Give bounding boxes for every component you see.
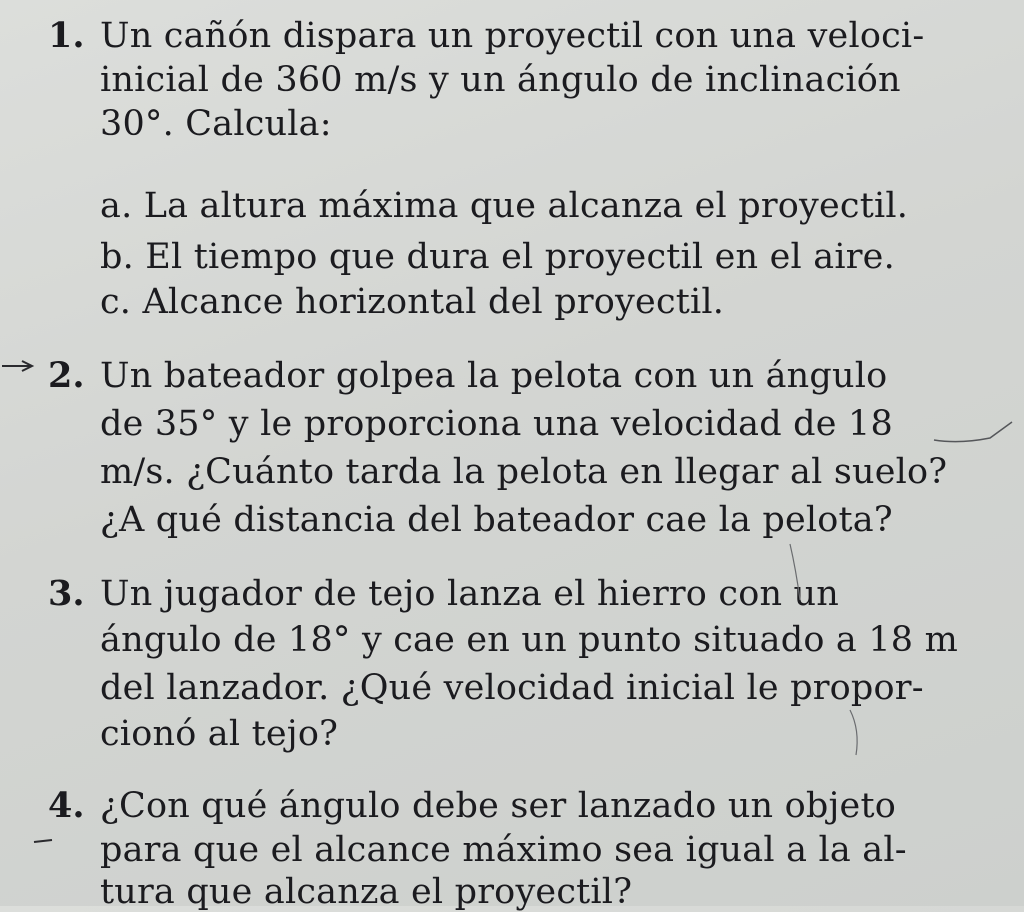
pencil-stroke-mark — [930, 418, 1020, 448]
problem-part-b: b. El tiempo que dura el proyectil en el aire. — [100, 237, 895, 277]
problem-number: 4. — [48, 785, 85, 826]
problem-number: 3. — [48, 573, 85, 614]
margin-dash-mark — [30, 834, 60, 850]
problem-text-line: cionó al tejo? — [100, 714, 339, 754]
pencil-stroke-mark — [780, 540, 900, 760]
problem-text-line: 30°. Calcula: — [100, 104, 332, 144]
problem-text-line: ¿Con qué ángulo debe ser lanzado un objeto — [100, 786, 897, 826]
problem-text-line: ángulo de 18° y cae en un punto situado a 18 m — [100, 620, 958, 660]
problem-text-line: Un bateador golpea la pelota con un ángulo — [100, 356, 888, 396]
problem-text-line: de 35° y le proporciona una velocidad de 18 — [100, 404, 893, 444]
problem-number: 1. — [48, 15, 85, 56]
problem-text-line: ¿A qué distancia del bateador cae la pelota? — [100, 500, 893, 540]
problem-text-line: m/s. ¿Cuánto tarda la pelota en llegar al suelo? — [100, 452, 948, 492]
problem-part-a: a. La altura máxima que alcanza el proyectil. — [100, 186, 909, 226]
problem-text-line: Un jugador de tejo lanza el hierro con un — [100, 574, 840, 614]
problem-part-c: c. Alcance horizontal del proyectil. — [100, 282, 725, 322]
problem-number: 2. — [48, 355, 85, 396]
problem-text-line: para que el alcance máximo sea igual a la al- — [100, 830, 907, 870]
problem-text-line: inicial de 360 m/s y un ángulo de inclinación — [100, 60, 901, 100]
problem-text-line: Un cañón dispara un proyectil con una veloci- — [100, 16, 925, 56]
margin-arrow-mark — [0, 356, 40, 376]
problem-text-line: del lanzador. ¿Qué velocidad inicial le propor- — [100, 668, 924, 708]
problem-text-line: tura que alcanza el proyectil? — [100, 872, 633, 912]
